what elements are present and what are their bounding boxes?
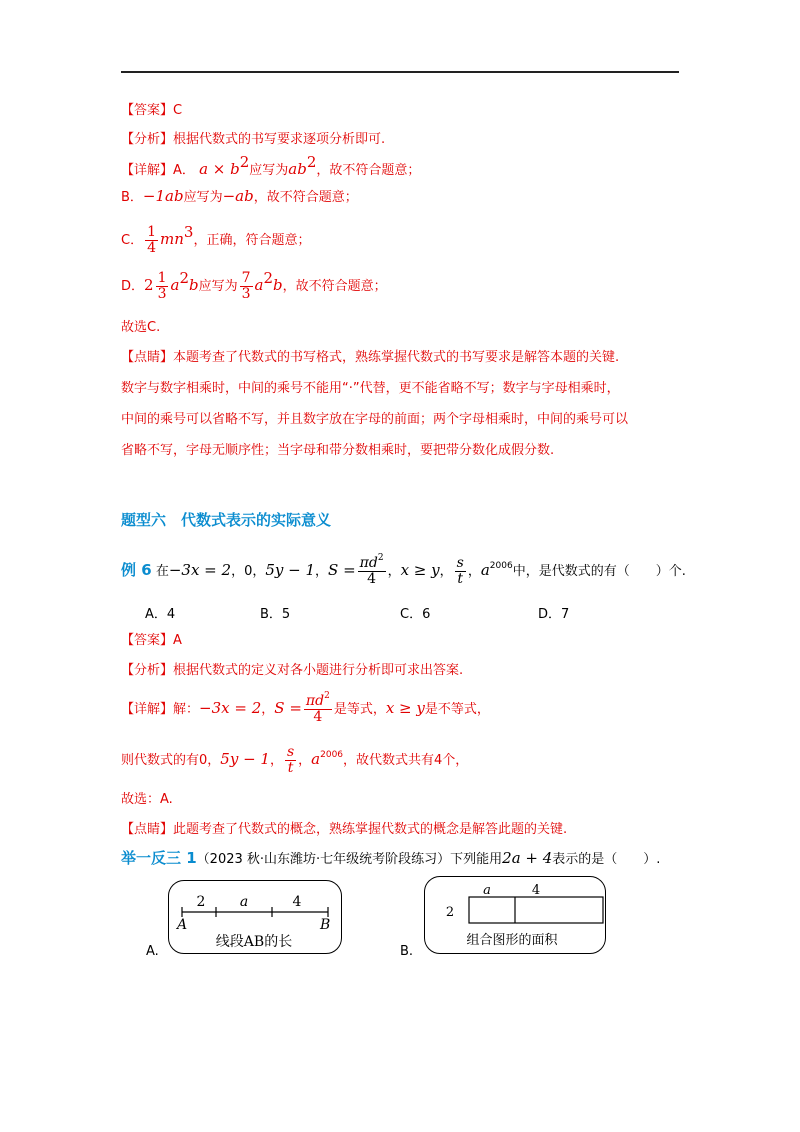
figure-a-caption: 线段AB的长 (215, 934, 293, 950)
segment-label-4: 4 (292, 894, 302, 910)
example-6-question: 例 6 在−3x = 2，0，5y − 1，S = $\frac{\pi d^2}{4}$ ，x ≥ y， $\frac{s}{t}$ ，$a^{2006}$中，是代数式的有（ ）个. (121, 553, 686, 587)
detail-line-a: 【详解】A． $a \times b^2$应写为$ab^2$，故不符合题意； (121, 153, 421, 178)
comment-line-1: 【点睛】本题考查了代数式的书写格式，熟练掌握代数式的书写要求是解答本题的关键. (121, 350, 620, 365)
choice-a: A．4 (145, 607, 176, 622)
practice-question: 举一反三 1（2023 秋·山东潍坊·七年级统考阶段练习）下列能用2a + 4表示的是（ ）. (121, 849, 661, 867)
select-line-2: 故选：A. (121, 792, 173, 807)
header-rule (121, 71, 679, 73)
section-heading: 题型六 代数式表示的实际意义 (121, 511, 332, 529)
rect-label-4: 4 (531, 883, 541, 898)
figure-a-diagram (168, 880, 344, 956)
segment-label-2: 2 (196, 894, 206, 910)
comment-line-3: 中间的乘号可以省略不写，并且数字放在字母的前面；两个字母相乘时，中间的乘号可以 (121, 412, 629, 427)
choice-d: D．7 (538, 607, 570, 622)
detail-line-c: C． $\frac{1}{4}$ $mn^3$，正确，符合题意； (121, 223, 311, 256)
select-line: 故选C. (121, 320, 161, 335)
choice-b: B．5 (260, 607, 291, 622)
detail-line-b: B．−1ab应写为−ab，故不符合题意； (121, 187, 358, 205)
comment-line-2-1: 【点睛】此题考查了代数式的概念，熟练掌握代数式的概念是解答此题的关键. (121, 822, 568, 837)
detail-line-d: D．2 $\frac{1}{3}$ $a^2b$应写为 $\frac{7}{3}$ $a^2b$，故不符合题意； (121, 269, 387, 302)
figure-b-diagram (424, 876, 608, 956)
rect-label-a: a (483, 883, 491, 898)
answer-line: 【答案】C (121, 103, 183, 118)
figure-b-caption: 组合图形的面积 (466, 933, 558, 948)
point-a-label: A (177, 917, 188, 933)
figure-a-option: A. (146, 944, 159, 959)
detail-line-2a: 【详解】解：−3x = 2，S = $\frac{\pi d^2}{4}$ 是等式，x ≥ y是不等式， (121, 691, 490, 725)
comment-line-2: 数字与数字相乘时，中间的乘号不能用“·”代替，更不能省略不写；数字与字母相乘时， (121, 381, 620, 396)
answer-line-2: 【答案】A (121, 633, 182, 648)
rect-label-2: 2 (445, 905, 455, 920)
detail-line-2b: 则代数式的有0，5y − 1， $\frac{s}{t}$ ，$a^{2006}$，故代数式共有4个， (121, 744, 469, 776)
comment-line-4: 省略不写，字母无顺序性；当字母和带分数相乘时，要把带分数化成假分数. (121, 443, 555, 458)
choice-c: C．6 (400, 607, 431, 622)
analysis-line: 【分析】根据代数式的书写要求逐项分析即可. (121, 132, 386, 147)
figure-b-option: B. (400, 944, 414, 959)
segment-label-a: a (239, 894, 249, 910)
point-b-label: B (320, 917, 331, 933)
analysis-line-2: 【分析】根据代数式的定义对各小题进行分析即可求出答案. (121, 663, 464, 678)
